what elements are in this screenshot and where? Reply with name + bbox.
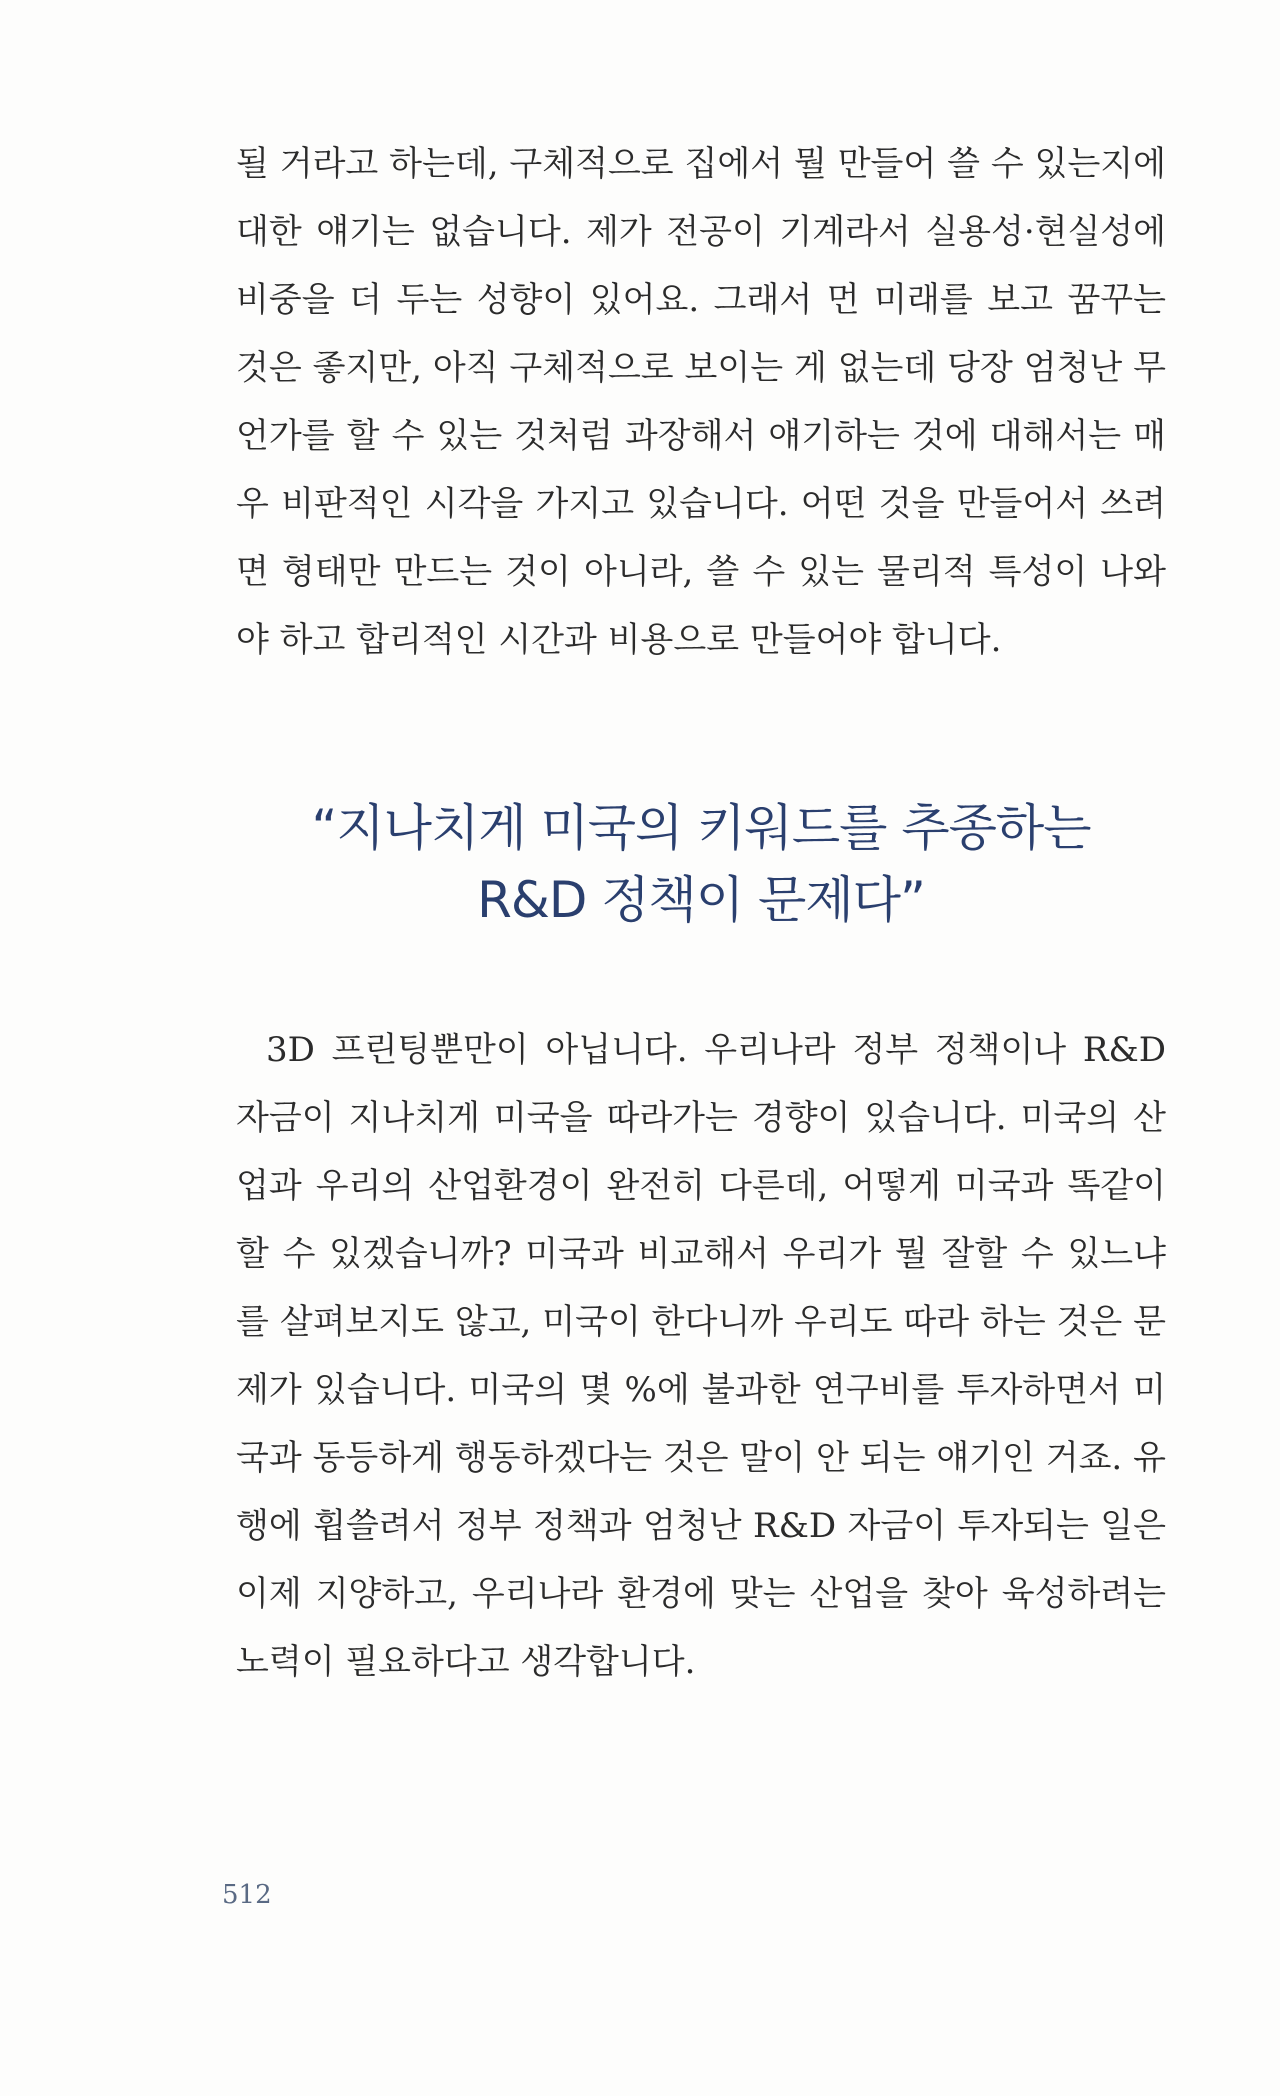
body-paragraph-2: 3D 프린팅뿐만이 아닙니다. 우리나라 정부 정책이나 R&D 자금이 지나치게 미국을 따라가는 경향이 있습니다. 미국의 산업과 우리의 산업환경이 완전히 다른데, 어떻게 미국과 똑같이 할 수 있겠습니까? 미국과 비교해서 우리가 뭘 잘할 수 있느냐를 살펴보지도 않고, 미국이 한다니까 우리도 따라 하는 것은 문제가 있습니다. 미국의 몇 %에 불과한 연구비를 투자하면서 미국과 동등하게 행동하겠다는 것은 말이 안 되는 얘기인 거죠. 유행에 휩쓸려서 정부 정책과 엄청난 R&D 자금이 투자되는 일은 이제 지양하고, 우리나라 환경에 맞는 산업을 찾아 육성하려는 노력이 필요하다고 생각합니다.: [236, 1030, 1166, 1682]
page-number: 512: [222, 1880, 272, 1910]
section-heading-line-2: R&D 정책이 문제다”: [477, 871, 925, 929]
body-paragraph-1: 될 거라고 하는데, 구체적으로 집에서 뭘 만들어 쓸 수 있는지에 대한 얘기는 없습니다. 제가 전공이 기계라서 실용성·현실성에 비중을 더 두는 성향이 있어요. 그래서 먼 미래를 보고 꿈꾸는 것은 좋지만, 아직 구체적으로 보이는 게 없는데 당장 엄청난 무언가를 할 수 있는 것처럼 과장해서 얘기하는 것에 대해서는 매우 비판적인 시각을 가지고 있습니다. 어떤 것을 만들어서 쓰려면 형태만 만드는 것이 아니라, 쓸 수 있는 물리적 특성이 나와야 하고 합리적인 시간과 비용으로 만들어야 합니다.: [236, 144, 1166, 660]
section-heading: [236, 792, 1166, 936]
section-heading-line-1: “지나치게 미국의 키워드를 추종하는: [311, 799, 1091, 857]
